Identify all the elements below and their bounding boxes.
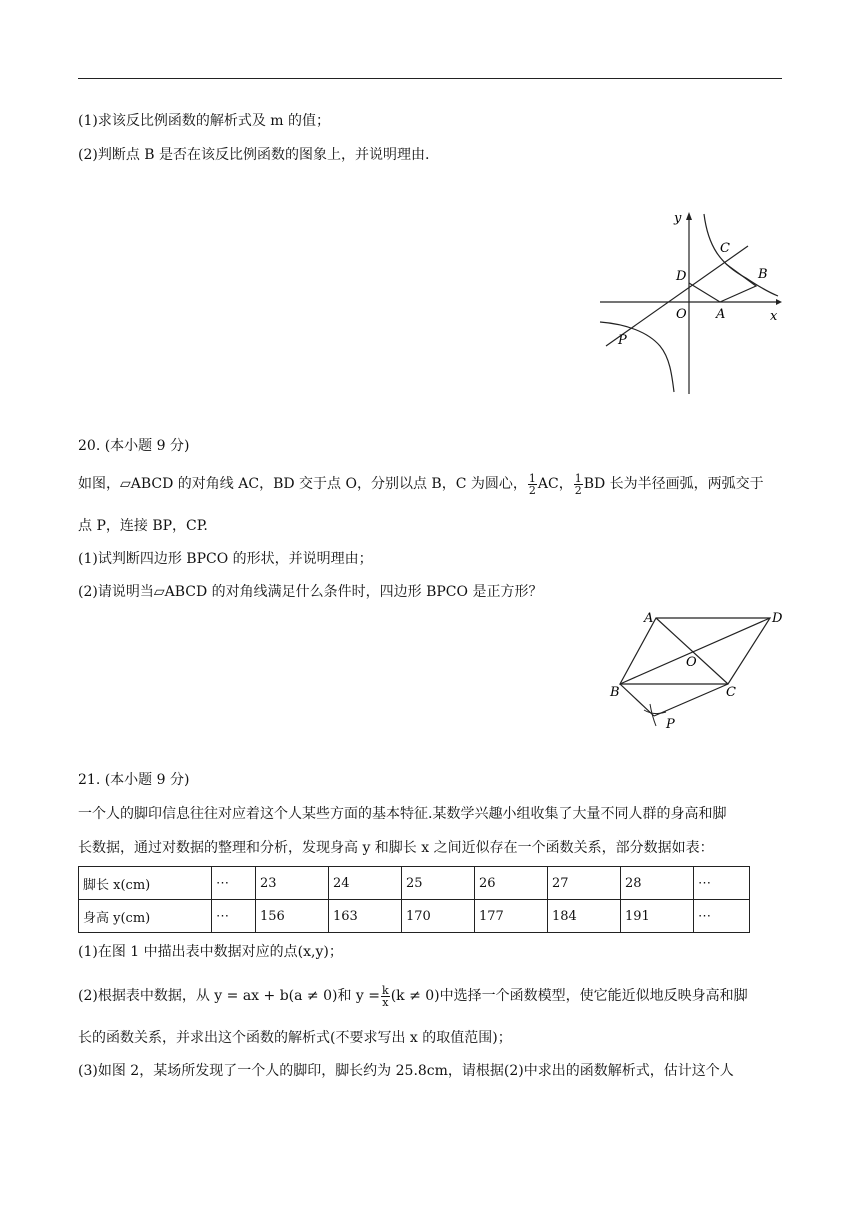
- row-label: 脚长 x(cm): [79, 867, 212, 900]
- point-b-label: B: [758, 267, 768, 282]
- q21-part1: (1)在图 1 中描出表中数据对应的点(x,y)；: [78, 944, 343, 960]
- table-cell: 28: [621, 867, 694, 900]
- q20-stem-line1: [78, 470, 764, 498]
- q21-part2-line2: 长的函数关系，并求出这个函数的解析式(不要求写出 x 的取值范围)；: [78, 1030, 512, 1046]
- table-cell: 163: [329, 900, 402, 933]
- table-cell: 23: [256, 867, 329, 900]
- q20-part2: (2)请说明当▱ABCD 的对角线满足什么条件时，四边形 BPCO 是正方形？: [78, 584, 543, 600]
- q21-stem-line2: 长数据，通过对数据的整理和分析，发现身高 y 和脚长 x 之间近似存在一个函数关系，部分数据如表：: [78, 840, 714, 856]
- point-a-label: A: [716, 307, 726, 322]
- table-cell: 25: [402, 867, 475, 900]
- q20-stem-c: BD 长为半径画弧，两弧交于: [583, 476, 764, 492]
- segment-bp: [620, 684, 654, 716]
- table-row: [79, 900, 750, 933]
- table-cell: 177: [475, 900, 548, 933]
- quadrilateral-dabc: [689, 264, 756, 302]
- point-b-label: B: [610, 685, 620, 700]
- table-cell: 26: [475, 867, 548, 900]
- ellipsis-cell: ⋯: [694, 867, 750, 900]
- point-c-label: C: [726, 685, 736, 700]
- q20-frac-2: $\frac{1}{2}$: [574, 471, 582, 497]
- point-p-label: P: [618, 333, 627, 348]
- point-d-label: D: [772, 611, 783, 626]
- x-axis-arrow: [776, 299, 782, 305]
- q20-figure: [604, 604, 790, 732]
- segment-cp: [654, 684, 728, 716]
- q19-figure: [596, 206, 786, 396]
- ellipsis-cell: ⋯: [694, 900, 750, 933]
- diagonal-bd: [620, 618, 770, 684]
- table-cell: 156: [256, 900, 329, 933]
- table-cell: 191: [621, 900, 694, 933]
- q21-part2-b: (k ≠ 0)中选择一个函数模型，使它能近似地反映身高和脚: [390, 988, 748, 1004]
- q21-part3: (3)如图 2，某场所发现了一个人的脚印，脚长约为 25.8cm，请根据(2)中求出的函数解析式，估计这个人: [78, 1063, 734, 1079]
- origin-label: O: [676, 307, 687, 322]
- q21-stem-line1: 一个人的脚印信息往往对应着这个人某些方面的基本特征.某数学兴趣小组收集了大量不同人群的身高和脚: [78, 806, 727, 822]
- q20-stem-d: 点 P，连接 BP，CP.: [78, 518, 208, 534]
- point-d-label: D: [676, 269, 687, 284]
- ellipsis-cell: ⋯: [212, 867, 256, 900]
- q21-frac-kx: $\frac{k}{x}$: [382, 983, 389, 1009]
- q20-stem-a: 如图，▱ABCD 的对角线 AC，BD 交于点 O，分别以点 B，C 为圆心，: [78, 476, 527, 492]
- q21-header: 21. (本小题 9 分): [78, 772, 190, 788]
- header-rule: [78, 78, 782, 79]
- point-p-label: P: [666, 717, 675, 732]
- diagonal-ac: [656, 618, 728, 684]
- table-cell: 170: [402, 900, 475, 933]
- hyperbola-branch-lower: [600, 322, 674, 392]
- line-pdc: [606, 246, 748, 346]
- row-label: 身高 y(cm): [79, 900, 212, 933]
- point-o-label: O: [686, 655, 697, 670]
- y-axis-arrow: [686, 212, 692, 220]
- hyperbola-branch-upper: [704, 214, 778, 296]
- q20-frac-1: $\frac{1}{2}$: [528, 471, 536, 497]
- point-a-label: A: [644, 611, 654, 626]
- q19-part2: (2)判断点 B 是否在该反比例函数的图象上，并说明理由.: [78, 147, 430, 163]
- point-c-label: C: [720, 241, 730, 256]
- q21-part2-line1: [78, 982, 748, 1010]
- q20-header: 20. (本小题 9 分): [78, 438, 190, 454]
- x-axis-label: x: [770, 309, 778, 324]
- q21-part2-a: (2)根据表中数据，从 y = ax + b(a ≠ 0)和 y =: [78, 988, 381, 1004]
- data-table: [78, 866, 750, 933]
- table-cell: 184: [548, 900, 621, 933]
- q19-part1: (1)求该反比例函数的解析式及 m 的值；: [78, 113, 331, 129]
- ellipsis-cell: ⋯: [212, 900, 256, 933]
- q20-stem-b: AC，: [537, 476, 573, 492]
- y-axis-label: y: [674, 211, 682, 226]
- table-row: [79, 867, 750, 900]
- table-cell: 27: [548, 867, 621, 900]
- q20-part1: (1)试判断四边形 BPCO 的形状，并说明理由；: [78, 551, 373, 567]
- table-cell: 24: [329, 867, 402, 900]
